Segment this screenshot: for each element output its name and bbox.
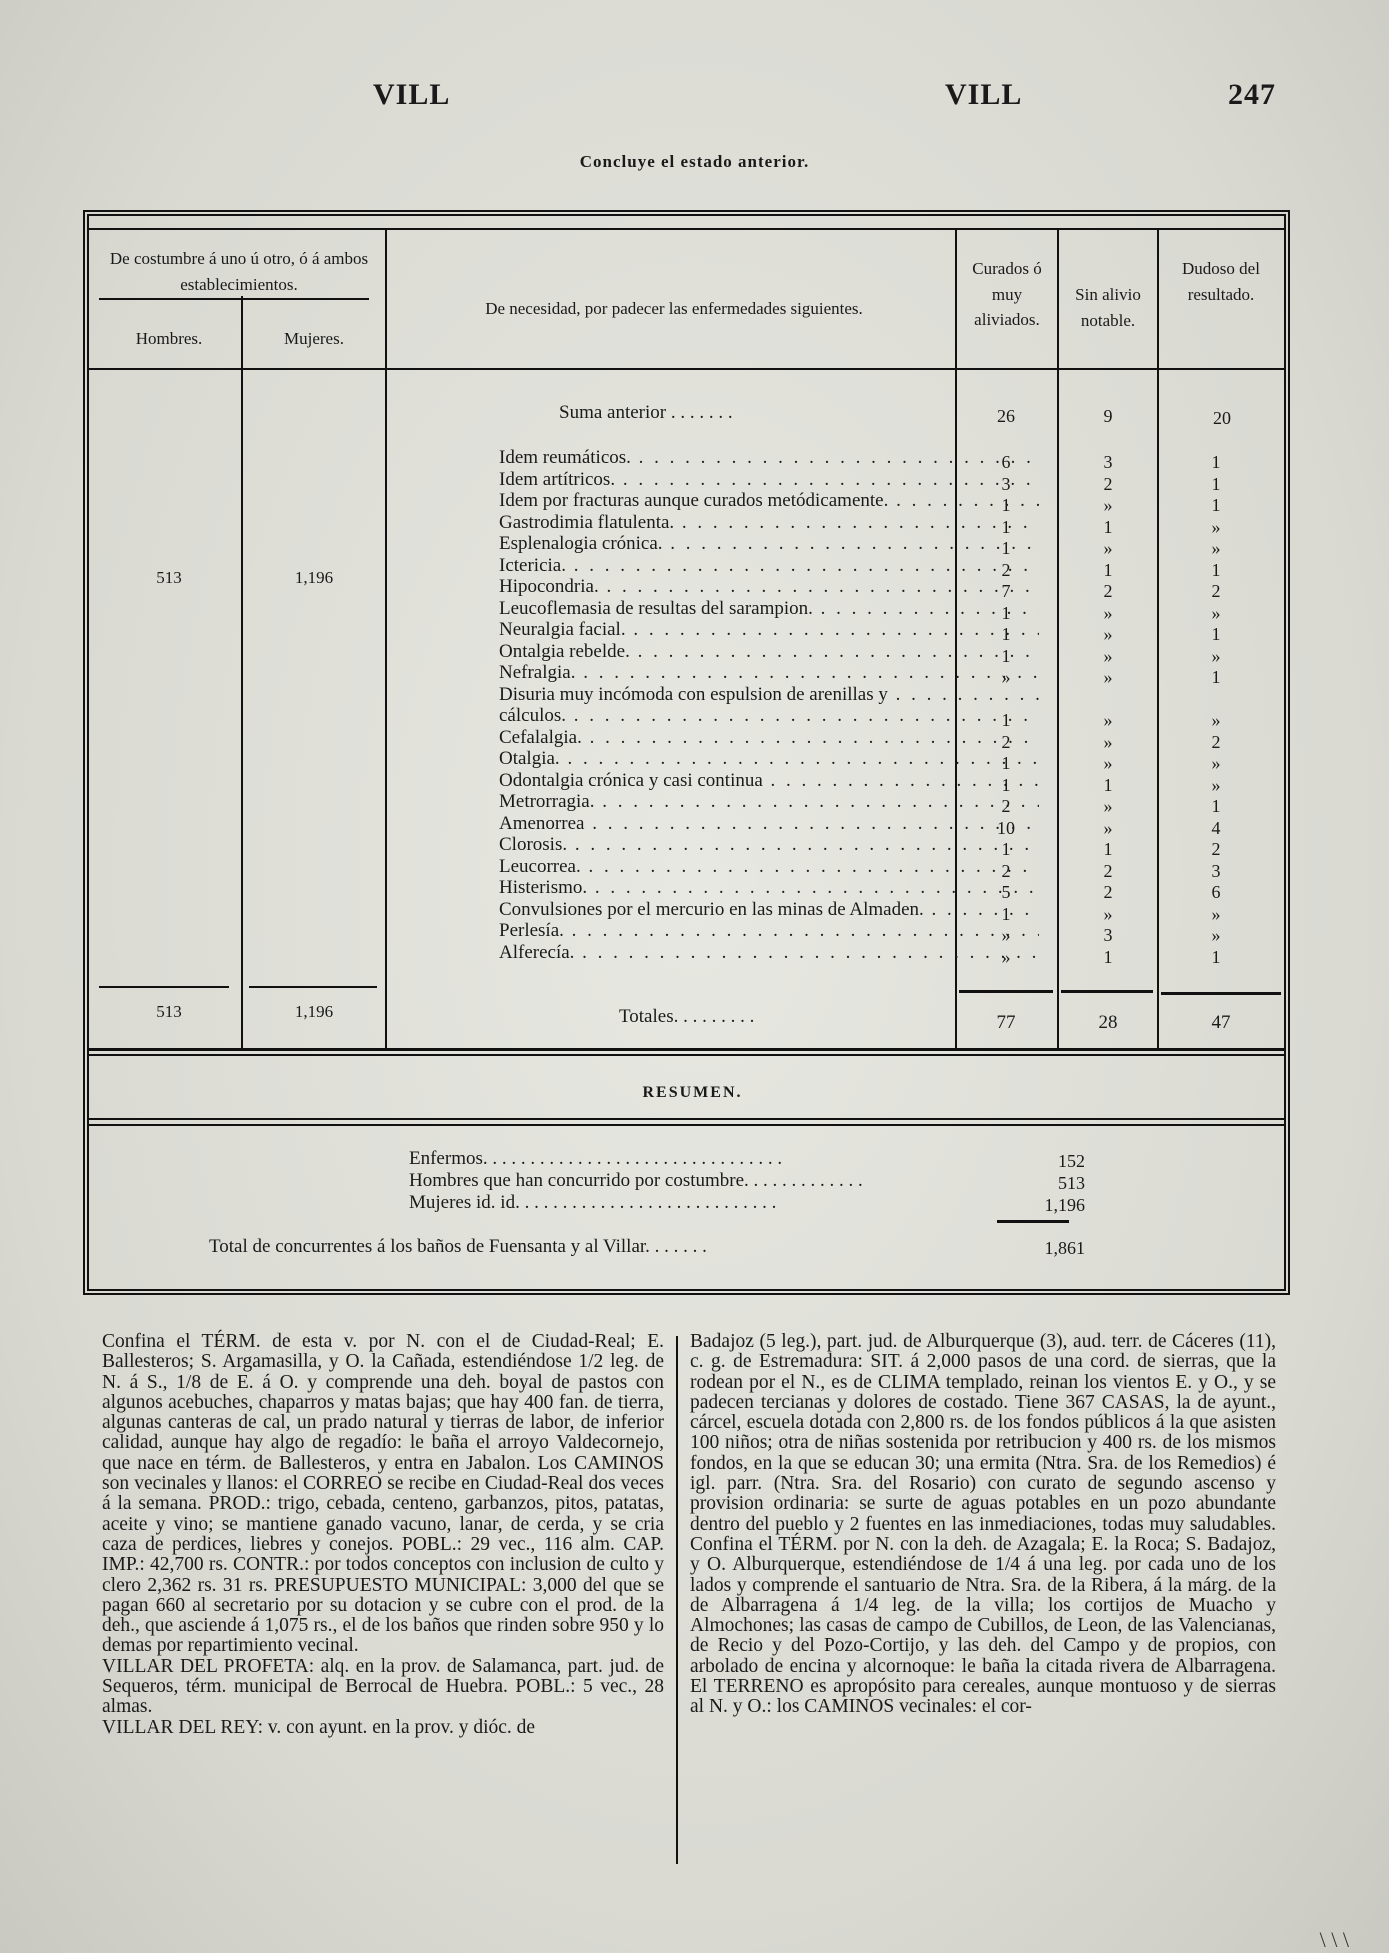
resumen-total: 1,861 [1044, 1238, 1085, 1258]
curados-cell: » [1001, 667, 1011, 687]
dudoso-cell: » [1211, 753, 1221, 773]
curados-column [961, 452, 1051, 968]
total-mujeres: 1,196 [294, 1002, 334, 1021]
right-column [690, 1332, 1276, 1718]
curados-cell: 2 [1001, 860, 1011, 881]
dudoso-cell: 1 [1211, 452, 1221, 472]
dudoso-cell: » [1211, 710, 1221, 730]
dudoso-cell: 6 [1211, 882, 1221, 902]
divider [89, 1048, 1284, 1051]
dudoso-cell: » [1211, 516, 1221, 537]
disease-row: Disuria muy incómoda con espulsion de arenillas y . . . [499, 684, 1039, 706]
dudoso-cell: 4 [1211, 817, 1221, 838]
curados-cell: 1 [1001, 774, 1011, 795]
dudoso-cell: » [1211, 774, 1221, 795]
sin-alivio-cell: » [1103, 710, 1113, 730]
resumen-total-label: Total de concurrentes á los baños de Fuensanta y al Villar. . . . . . . [209, 1236, 707, 1257]
divider [99, 986, 229, 988]
suma-anterior-label: Suma anterior . . . . . . . [559, 402, 733, 423]
sin-alivio-cell: » [1103, 495, 1113, 515]
statistics-table [83, 210, 1290, 1295]
total-hombres: 513 [156, 1002, 182, 1021]
dudoso-cell: » [1211, 602, 1221, 623]
divider [89, 1124, 1284, 1126]
suma-dudoso: 20 [1213, 408, 1231, 428]
disease-row: Ontalgia rebelde. . . . [499, 641, 1039, 663]
sin-alivio-cell: 1 [1103, 774, 1113, 795]
disease-row: Leucoflemasia de resultas del sarampion. . . . [499, 598, 1039, 620]
table-caption: Concluye el estado anterior. [579, 152, 810, 171]
total-sin-alivio: 28 [1098, 1012, 1118, 1033]
dudoso-cell: 1 [1211, 473, 1221, 494]
dudoso-cell: 3 [1211, 860, 1221, 881]
curados-cell: 7 [1001, 581, 1011, 601]
disease-row: Ictericia. . . . [499, 555, 1039, 577]
curados-cell: 10 [997, 817, 1015, 838]
dudoso-cell: 1 [1211, 624, 1221, 644]
dudoso-cell: 1 [1211, 796, 1221, 816]
curados-cell: » [1001, 946, 1011, 967]
dudoso-cell: 2 [1211, 839, 1221, 859]
disease-row: Gastrodimia flatulenta. . . . [499, 512, 1039, 534]
sin-alivio-cell: » [1103, 731, 1113, 752]
disease-row: Alferecía. . . . [499, 942, 1039, 964]
curados-cell: 1 [1001, 753, 1011, 773]
sin-alivio-cell: » [1103, 753, 1113, 773]
resumen-labels: Enfermos. . . . . . . . . . . . . . . . . . . . . . . . . . . . . . . . Hombres que han concurrido por costumbre. . . . . . . . . . . . . Mujeres id. id. . . . . . . . . . . . . . . . . . . . . . . . . . . . [409, 1148, 863, 1213]
disease-row: Perlesía. . . . [499, 920, 1039, 942]
dudoso-cell: 1 [1211, 946, 1221, 967]
dudoso-cell: 1 [1211, 667, 1221, 687]
header-necesidad: De necesidad, por padecer las enfermedades siguientes. [485, 299, 863, 318]
curados-cell [961, 689, 1051, 711]
divider [1161, 992, 1281, 995]
divider [959, 990, 1053, 993]
curados-cell: 3 [1001, 473, 1011, 494]
sin-alivio-cell: » [1103, 817, 1113, 838]
divider [89, 368, 1284, 370]
curados-cell: » [1001, 925, 1011, 945]
curados-cell: 6 [1001, 452, 1011, 472]
curados-cell: 2 [1001, 796, 1011, 816]
running-head-left: VILL [373, 78, 451, 111]
total-curados: 77 [996, 1012, 1016, 1033]
curados-cell: 2 [1001, 731, 1011, 752]
dudoso-column [1171, 452, 1261, 968]
column-divider [676, 1336, 678, 1864]
left-paragraph-3: VILLAR DEL REY: v. con ayunt. en la prov. y dióc. de [102, 1716, 536, 1738]
sin-alivio-cell [1063, 689, 1153, 711]
disease-row: Cefalalgia. . . . [499, 727, 1039, 749]
sin-alivio-cell: 3 [1103, 925, 1113, 945]
curados-cell: 1 [1001, 602, 1011, 623]
divider [99, 298, 369, 300]
disease-row: Histerismo. . . . [499, 877, 1039, 899]
curados-cell: 1 [1001, 839, 1011, 859]
sin-alivio-cell: 3 [1103, 452, 1113, 472]
divider [249, 986, 377, 988]
divider [89, 228, 1284, 230]
curados-cell: 1 [1001, 495, 1011, 515]
suma-curados: 26 [997, 406, 1015, 426]
header-hombres: Hombres. [135, 329, 203, 348]
sin-alivio-cell: 2 [1103, 473, 1113, 494]
disease-row: Amenorrea . . . [499, 813, 1039, 835]
curados-cell: 1 [1001, 710, 1011, 730]
sin-alivio-cell: 1 [1103, 516, 1113, 537]
dudoso-cell [1171, 689, 1261, 711]
sin-alivio-cell: 1 [1103, 559, 1113, 580]
disease-row: Nefralgia. . . . [499, 662, 1039, 684]
hombres-value: 513 [156, 568, 182, 587]
sin-alivio-cell: 1 [1103, 946, 1113, 967]
disease-row: Idem por fracturas aunque curados metódicamente. . . . [499, 490, 1039, 512]
resumen-values: 152 513 1,196 [1044, 1151, 1085, 1215]
dudoso-cell: 1 [1211, 559, 1221, 580]
disease-row: Convulsiones por el mercurio en las minas de Almaden. . . . [499, 899, 1039, 921]
curados-cell: 2 [1001, 559, 1011, 580]
sin-alivio-cell: » [1103, 645, 1113, 666]
disease-row: Neuralgia facial. . . . [499, 619, 1039, 641]
disease-row: Metrorragia. . . . [499, 791, 1039, 813]
dudoso-cell: » [1211, 538, 1221, 558]
sin-alivio-cell: » [1103, 903, 1113, 924]
header-curados: Curados ó muy aliviados. [972, 259, 1042, 329]
sin-alivio-cell: » [1103, 602, 1113, 623]
sin-alivio-cell: 1 [1103, 839, 1113, 859]
left-paragraph-2: VILLAR DEL PROFETA: alq. en la prov. de Salamanca, part. jud. de Sequeros, térm. municipal de Berrocal de Huebra. POBL.: 5 vec., 28 almas. [102, 1655, 664, 1718]
divider [89, 1118, 1284, 1120]
resumen-title: RESUMEN. [642, 1084, 743, 1101]
curados-cell: 1 [1001, 903, 1011, 924]
disease-list [499, 447, 1039, 963]
curados-cell: 1 [1001, 624, 1011, 644]
disease-row: Odontalgia crónica y casi continua . . . [499, 770, 1039, 792]
curados-cell: 1 [1001, 645, 1011, 666]
curados-cell: 1 [1001, 516, 1011, 537]
sin-alivio-cell: » [1103, 624, 1113, 644]
disease-row: Idem artítricos. . . . [499, 469, 1039, 491]
mujeres-value: 1,196 [294, 568, 334, 587]
divider [1157, 230, 1159, 1048]
header-mujeres: Mujeres. [284, 329, 344, 348]
sin-alivio-cell: » [1103, 667, 1113, 687]
disease-row: cálculos. . . . [499, 705, 1039, 727]
page-number: 247 [1228, 78, 1276, 111]
left-paragraph-1: Confina el TÉRM. de esta v. por N. con el de Ciudad-Real; E. Ballesteros; S. Argamasilla, y O. la Cañada, estendiéndose 1/2 leg. de N. á S., 1/8 de E. á O. y comprende una deh. boyal de pastos con algunos acebuches, chaparros y matas bajas; que hay 400 fan. de tierra, algunas canteras de cal, un prado natural y tierras de labor, de inferior calidad, aunque hay algo de regadío: le baña el arroyo Valdecornejo, que nace en térm. de Ballesteros, y entra en Jabalon. Los CAMINOS son vecinales y llanos: el CORREO se recibe en Ciudad-Real dos veces á la semana. PROD.: trigo, cebada, centeno, garbanzos, pitos, patatas, aceite y vino; se mantiene ganado vacuno, lanar, de cerda, y se cria caza de perdices, liebres y conejos. POBL.: 29 vec., 116 alm. CAP. IMP.: 42,700 rs. CONTR.: por todos conceptos con inclusion de culto y clero 2,362 rs. 31 rs. PRESUPUESTO MUNICIPAL: 3,000 del que se pagan 660 al secretario por su dotacion y se cubre con el prod. de la deh., que asciende á 1,075 rs., el de los baños que rinden sobre 950 y lo demas por repartimiento vecinal. [102, 1331, 664, 1657]
divider [241, 296, 243, 1048]
divider [385, 230, 387, 1048]
totales-label: Totales. . . . . . . . . [619, 1006, 755, 1027]
disease-row: Esplenalogia crónica. . . . [499, 533, 1039, 555]
dudoso-cell: 2 [1211, 731, 1221, 752]
dudoso-cell: » [1211, 903, 1221, 924]
curados-cell: 5 [1001, 882, 1011, 902]
disease-row: Hipocondria. . . . [499, 576, 1039, 598]
header-dudoso: Dudoso del resultado. [1182, 259, 1260, 304]
disease-row: Otalgia. . . . [499, 748, 1039, 770]
divider [1061, 990, 1153, 993]
total-dudoso: 47 [1211, 1012, 1231, 1033]
dudoso-cell: » [1211, 645, 1221, 666]
dudoso-cell: » [1211, 925, 1221, 945]
sin-alivio-column [1063, 452, 1153, 968]
dudoso-cell: 2 [1211, 581, 1221, 601]
sin-alivio-cell: 2 [1103, 860, 1113, 881]
disease-row: Idem reumáticos. . . . [499, 447, 1039, 469]
disease-row: Clorosis. . . . [499, 834, 1039, 856]
dudoso-cell: 1 [1211, 495, 1221, 515]
sin-alivio-cell: 2 [1103, 882, 1113, 902]
curados-cell: 1 [1001, 538, 1011, 558]
divider [997, 1220, 1069, 1223]
suma-sin-alivio: 9 [1103, 406, 1113, 426]
divider [89, 1054, 1284, 1056]
right-paragraph-1: Badajoz (5 leg.), part. jud. de Alburquerque (3), aud. terr. de Cáceres (11), c. g. de Estremadura: SIT. á 2,000 pasos de una cord. de sierras, que la rodean por el N., es de CLIMA templado, reinan los vientos E. y O., y se padecen tercianas y dolores de costado. Tiene 367 CASAS, la de ayunt., cárcel, escuela dotada con 2,800 rs. de los fondos públicos á la que asisten 100 niños; otra de niñas sostenida por retribucion y 400 rs. de los mismos fondos, en la que se educan 30; una ermita (Ntra. Sra. de los Remedios) é igl. parr. (Ntra. Sra. del Rosario) con curato de segundo ascenso y provision ordinaria: se surte de aguas potables en un pozo abundante dentro del pueblo y 2 fuentes en las inmediaciones, todas muy saludables. Confina el TÉRM. por N. con la deh. de Azagala; E. la Roca; S. Badajoz, y O. Alburquerque, estendiéndose de 1/4 á una leg. por cada uno de los lados y comprende el santuario de Ntra. Sra. de la Ribera, á la márg. de la de Albarragena á 1/4 leg. de la villa; los cortijos de Muacho y Almochones; las casas de campo de Cubillos, de Leon, de las Valencianas, de Recio y del Pozo-Cortijo, y las deh. del Campo y de propios, con arbolado de encina y alcornoque: le baña la citada rivera de Albarragena. El TERRENO es apropósito para cereales, aunque montuoso y de sierras al N. y O.: los CAMINOS vecinales: el cor- [690, 1331, 1276, 1718]
header-costumbre: De costumbre á uno ú otro, ó á ambos establecimientos. [109, 249, 369, 294]
left-column [102, 1332, 664, 1738]
sin-alivio-cell: » [1103, 796, 1113, 816]
header-sin-alivio: Sin alivio notable. [1075, 285, 1141, 330]
footer-mark: \ \ \ [1319, 1927, 1349, 1952]
sin-alivio-cell: » [1103, 538, 1113, 558]
divider [1057, 230, 1059, 1048]
sin-alivio-cell: 2 [1103, 581, 1113, 601]
disease-row: Leucorrea. . . . [499, 856, 1039, 878]
running-head-center: VILL [945, 78, 1023, 111]
